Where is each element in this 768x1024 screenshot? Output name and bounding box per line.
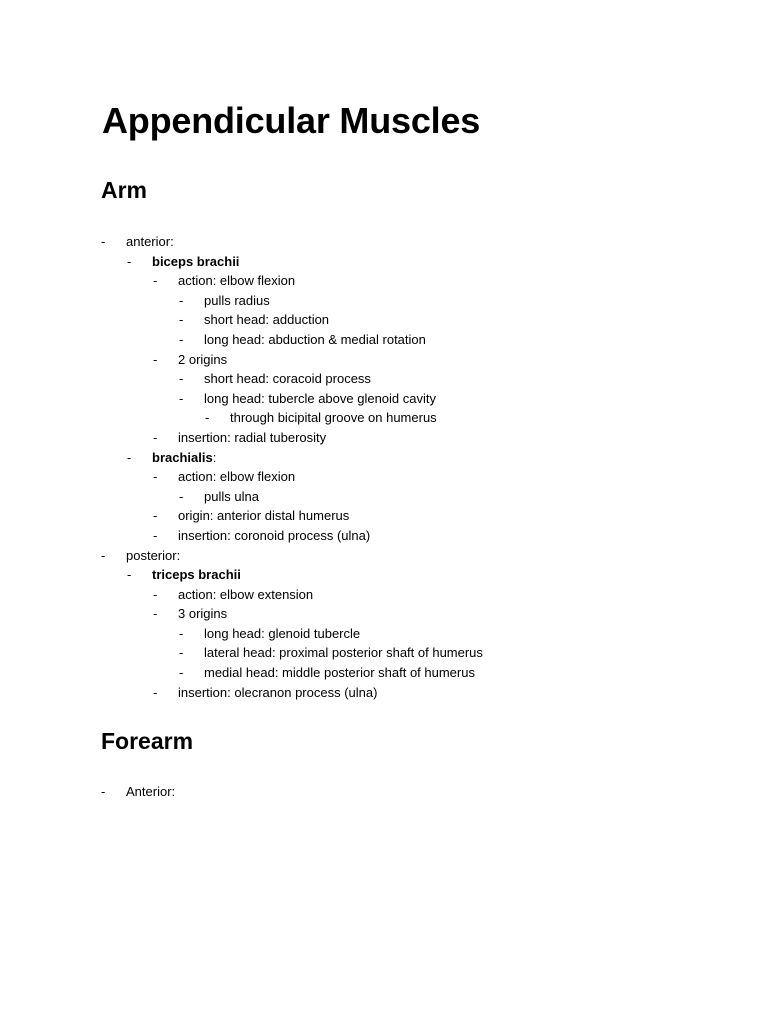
bullet-dash: - xyxy=(179,645,184,661)
list-item-text xyxy=(204,487,259,507)
muscle-name: biceps brachii xyxy=(152,253,240,269)
item-text: medial head: middle posterior shaft of humerus xyxy=(204,665,475,681)
bullet-dash: - xyxy=(101,784,106,799)
bullet-dash: - xyxy=(127,567,132,583)
bullet-dash: - xyxy=(153,273,158,289)
list-item-text xyxy=(178,585,313,605)
list-item-text xyxy=(178,467,295,487)
list-item-text xyxy=(204,310,329,330)
bullet-dash: - xyxy=(179,312,184,328)
item-text: origin: anterior distal humerus xyxy=(178,508,350,524)
item-text: short head: coracoid process xyxy=(204,371,371,387)
list-item-text xyxy=(126,782,175,802)
bullet-dash: - xyxy=(153,469,158,485)
item-text: action: elbow flexion xyxy=(178,273,296,289)
list-item-text xyxy=(178,506,349,526)
item-text: : xyxy=(212,449,217,465)
item-text: action: elbow flexion xyxy=(178,469,296,485)
section-heading-arm: Arm xyxy=(101,177,148,203)
item-text: insertion: olecranon process (ulna) xyxy=(178,684,378,700)
bullet-dash: - xyxy=(101,547,106,563)
bullet-dash: - xyxy=(101,234,106,249)
list-item-text xyxy=(204,643,483,663)
list-item-text xyxy=(204,369,371,389)
bullet-dash: - xyxy=(205,410,210,426)
page-title: Appendicular Muscles xyxy=(102,100,481,141)
item-text: 2 origins xyxy=(178,351,228,367)
list-item-text xyxy=(178,271,295,291)
bullet-dash: - xyxy=(153,508,158,524)
list-item-text xyxy=(126,546,180,566)
bullet-dash: - xyxy=(179,665,184,681)
bullet-dash: - xyxy=(127,253,132,269)
list-item-text xyxy=(178,350,227,370)
muscle-name: triceps brachii xyxy=(152,567,241,583)
list-item-text xyxy=(204,330,426,350)
list-item-text xyxy=(204,291,270,311)
item-text: long head: tubercle above glenoid cavity xyxy=(204,390,436,406)
list-item-text xyxy=(126,232,174,252)
bullet-dash: - xyxy=(179,625,184,641)
item-text: insertion: radial tuberosity xyxy=(178,429,327,445)
item-text: pulls ulna xyxy=(204,488,259,504)
list-item-text xyxy=(204,663,475,683)
list-item-text xyxy=(178,604,227,624)
list-item-text xyxy=(152,565,241,585)
bullet-dash: - xyxy=(179,331,184,347)
muscle-name: brachialis xyxy=(152,449,213,465)
item-text: anterior: xyxy=(126,234,174,249)
list-item-text xyxy=(152,252,239,272)
item-text: lateral head: proximal posterior shaft of humerus xyxy=(204,645,483,661)
list-item-text xyxy=(178,526,370,546)
list-item-text xyxy=(152,448,216,468)
item-text: insertion: coronoid process (ulna) xyxy=(178,527,371,543)
bullet-dash: - xyxy=(153,606,158,622)
bullet-dash: - xyxy=(153,429,158,445)
bullet-dash: - xyxy=(153,586,158,602)
bullet-dash: - xyxy=(179,292,184,308)
bullet-dash: - xyxy=(179,390,184,406)
item-text: action: elbow extension xyxy=(178,586,314,602)
list-item-text xyxy=(204,624,360,644)
bullet-dash: - xyxy=(179,371,184,387)
item-text: long head: abduction & medial rotation xyxy=(204,331,426,347)
item-text: short head: adduction xyxy=(204,312,330,328)
bullet-dash: - xyxy=(153,684,158,700)
section-heading-forearm: Forearm xyxy=(101,728,194,754)
item-text: through bicipital groove on humerus xyxy=(230,410,437,426)
bullet-dash: - xyxy=(153,527,158,543)
list-item-text xyxy=(230,408,437,428)
bullet-dash: - xyxy=(179,488,184,504)
item-text: Anterior: xyxy=(126,784,176,799)
bullet-dash: - xyxy=(127,449,132,465)
item-text: long head: glenoid tubercle xyxy=(204,625,361,641)
list-item-text xyxy=(178,683,377,703)
list-item-text xyxy=(178,428,326,448)
bullet-dash: - xyxy=(153,351,158,367)
list-item-text xyxy=(204,389,436,409)
item-text: pulls radius xyxy=(204,292,270,308)
item-text: 3 origins xyxy=(178,606,228,622)
item-text: posterior: xyxy=(126,547,181,563)
